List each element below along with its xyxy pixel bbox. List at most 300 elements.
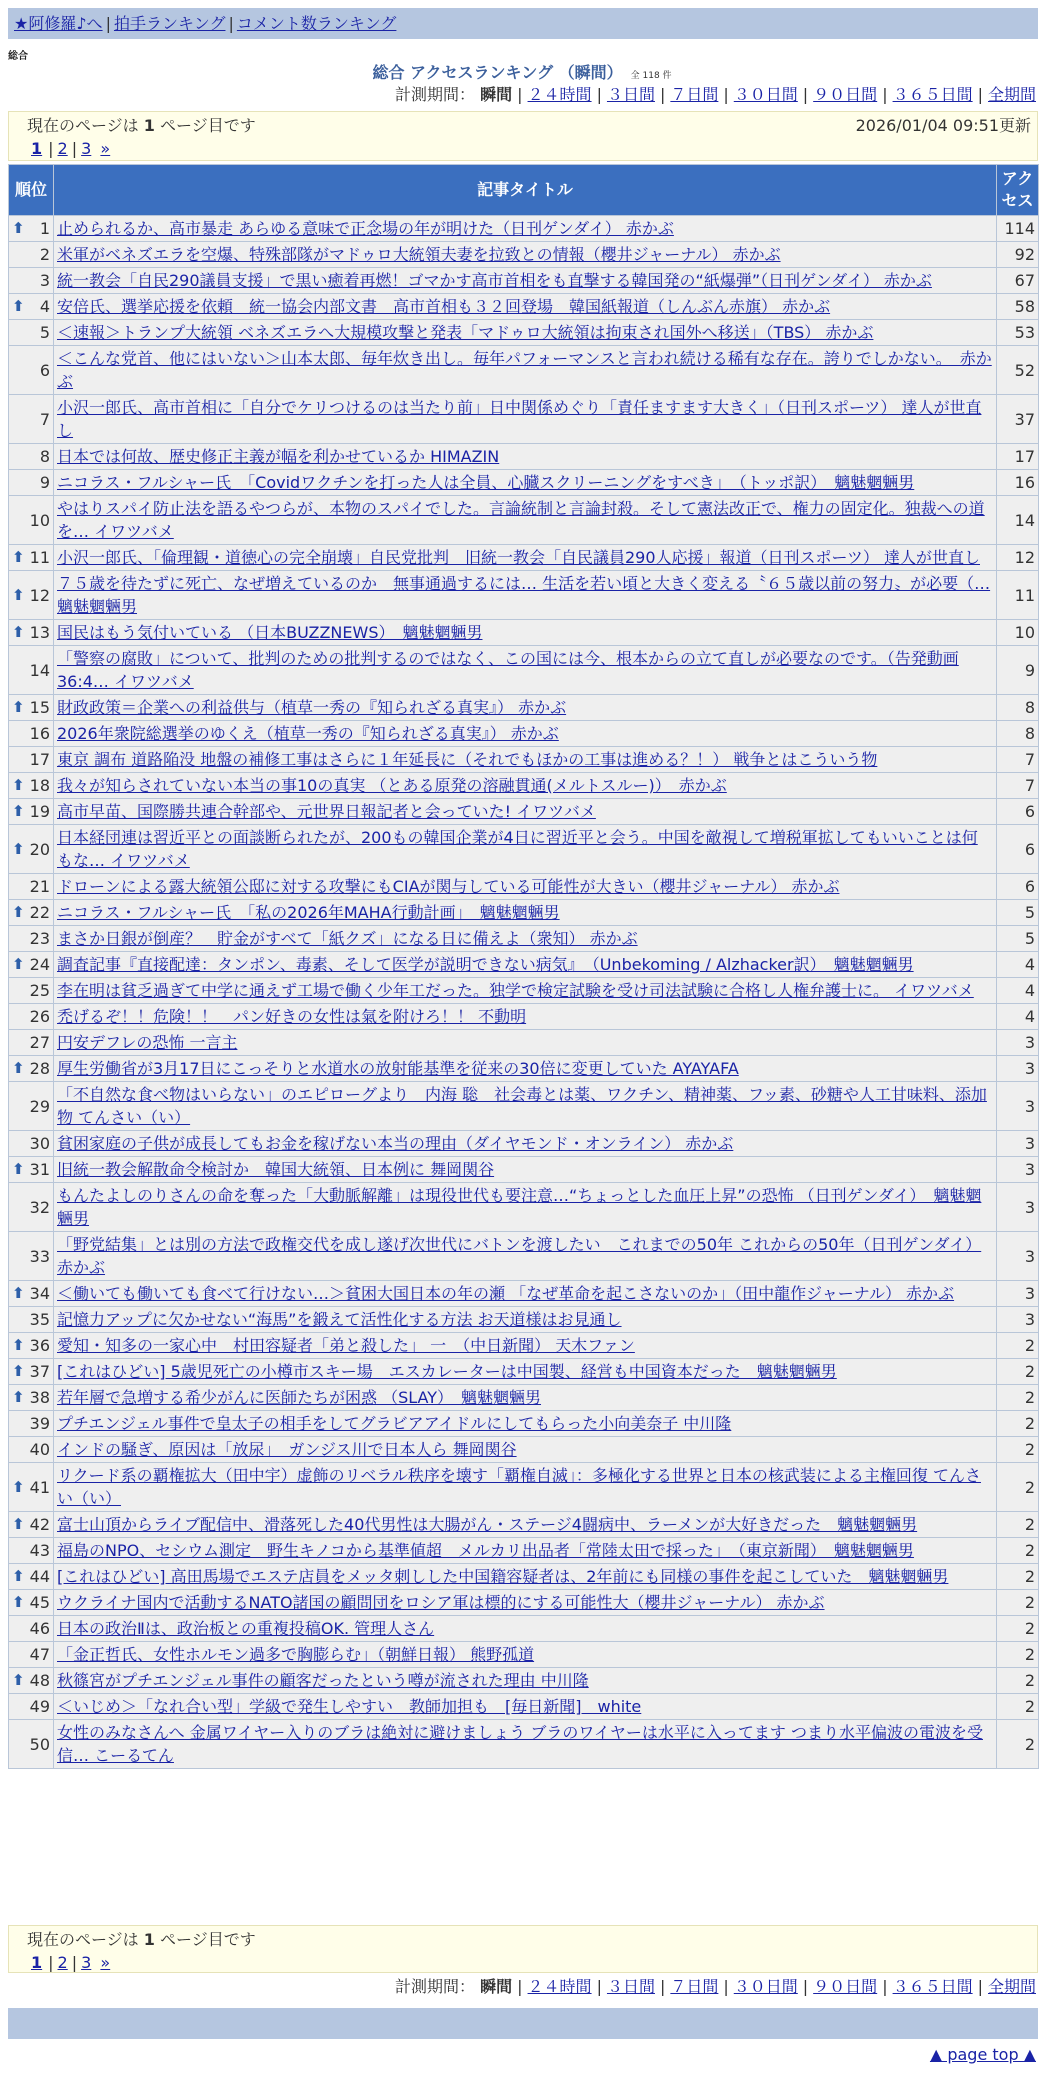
title-cell xyxy=(54,1512,997,1538)
table-row xyxy=(9,1056,1039,1082)
period-link-90d[interactable]: ９０日間 xyxy=(813,1977,878,1996)
rank-number: 48 xyxy=(29,1671,50,1690)
table-row xyxy=(9,721,1039,747)
access-count: 92 xyxy=(997,242,1039,268)
article-link[interactable]: ニコラス・フルシャー氏 「私の2026年MAHA行動計画」 魑魅魍魎男 xyxy=(57,903,560,922)
article-link[interactable]: ドローンによる露大統領公邸に対する攻撃にもCIAが関与している可能性が大きい（櫻井ジャーナル） 赤かぶ xyxy=(57,877,840,896)
rank-number: 41 xyxy=(29,1477,50,1497)
table-row xyxy=(9,1004,1039,1030)
article-link[interactable]: 富士山頂からライブ配信中、滑落死した40代男性は大腸がん・ステージ4闘病中、ラーメンが大好きだった 魑魅魍魎男 xyxy=(57,1515,918,1534)
article-link[interactable]: 日本経団連は習近平との面談断られたが、200もの韓国企業が4日に習近平と会う。中国を敵視して増税軍拡してもいいことは何もな… イワツバメ xyxy=(57,828,978,870)
rank-up-arrow-icon: ⬆ xyxy=(12,903,25,921)
article-link[interactable]: 米軍がベネズエラを空爆、特殊部隊がマドゥロ大統領夫妻を拉致との情報（櫻井ジャーナル） 赤かぶ xyxy=(57,245,781,264)
title-cell xyxy=(54,646,997,695)
title-cell xyxy=(54,1333,997,1359)
access-count: 67 xyxy=(997,268,1039,294)
rank-up-arrow-icon: ⬆ xyxy=(12,1362,25,1380)
pagination-bottom: 1 | 2 | 3 » xyxy=(31,1953,111,1972)
access-count: 2 xyxy=(997,1437,1039,1463)
rank-cell xyxy=(9,346,54,395)
title-cell xyxy=(54,1082,997,1131)
article-link[interactable]: 秋篠宮がプチエンジェル事件の顧客だったという噂が流された理由 中川隆 xyxy=(57,1671,589,1690)
page-link-next[interactable]: » xyxy=(100,1953,111,1972)
header-title: 記事タイトル xyxy=(54,165,997,216)
access-count: 7 xyxy=(997,747,1039,773)
article-link[interactable]: 禿げるぞ！！危険！！ パン好きの女性は氣を附けろ！！ 不動明 xyxy=(57,1007,527,1026)
article-link[interactable]: 旧統一教会解散命令検討か 韓国大統領、日本例に 舞岡関谷 xyxy=(57,1160,495,1179)
period-current: 瞬間 xyxy=(480,1977,513,1996)
rank-number: 18 xyxy=(29,776,50,795)
rank-number: 9 xyxy=(39,473,50,492)
rank-number: 23 xyxy=(29,929,50,948)
access-count: 8 xyxy=(997,695,1039,721)
access-count: 2 xyxy=(997,1512,1039,1538)
rank-number: 30 xyxy=(29,1134,50,1153)
rank-number: 37 xyxy=(29,1362,50,1381)
rank-up-arrow-icon: ⬆ xyxy=(12,623,25,641)
rank-up-arrow-icon: ⬆ xyxy=(12,955,25,973)
access-count: 11 xyxy=(997,571,1039,620)
rank-cell xyxy=(9,1437,54,1463)
access-count: 7 xyxy=(997,773,1039,799)
rank-number: 6 xyxy=(39,360,50,380)
article-link[interactable]: 統一教会「自民290議員支援」で黒い癒着再燃！ゴマかす高市首相をも直撃する韓国発の“紙爆弾”（日刊ゲンダイ） 赤かぶ xyxy=(57,271,932,290)
access-count: 3 xyxy=(997,1082,1039,1131)
article-link[interactable]: 厚生労働省が3月17日にこっそりと水道水の放射能基準を従来の30倍に変更していた AYAYAFA xyxy=(57,1059,739,1078)
table-row xyxy=(9,1359,1039,1385)
article-link[interactable]: 我々が知らされていない本当の事10の真実 （とある原発の溶融貫通(メルトスルー)） 赤かぶ xyxy=(57,776,727,795)
period-label: 計測期間： xyxy=(395,1977,476,1996)
access-count: 37 xyxy=(997,395,1039,444)
rank-up-arrow-icon: ⬆ xyxy=(12,698,25,716)
rank-number: 10 xyxy=(29,510,50,530)
title-cell xyxy=(54,1183,997,1232)
access-count: 3 xyxy=(997,1157,1039,1183)
table-row xyxy=(9,1030,1039,1056)
rank-up-arrow-icon: ⬆ xyxy=(12,1388,25,1406)
article-link[interactable]: 李在明は貧乏過ぎて中学に通えず工場で働く少年工だった。独学で検定試験を受け司法試験に合格し人権弁護士に。 イワツバメ xyxy=(57,981,974,1000)
rank-cell xyxy=(9,900,54,926)
article-link[interactable]: プチエンジェル事件で皇太子の相手をしてグラビアアイドルにしてもらった小向美奈子 中川隆 xyxy=(57,1414,732,1433)
article-link[interactable]: [これはひどい] 5歳児死亡の小樽市スキー場 エスカレーターは中国製、経営も中国資本だった 魑魅魍魎男 xyxy=(57,1362,837,1381)
top-nav-bar: ★阿修羅♪へ | 拍手ランキング | コメント数ランキング xyxy=(8,8,1038,39)
access-count: 10 xyxy=(997,620,1039,646)
rank-number: 49 xyxy=(29,1697,50,1716)
page-link-3[interactable]: 3 xyxy=(81,139,92,158)
period-link-24h[interactable]: ２４時間 xyxy=(527,1977,592,1996)
page-link-3[interactable]: 3 xyxy=(81,1953,92,1972)
rank-cell xyxy=(9,1183,54,1232)
ranking-title: 総合 アクセスランキング （瞬間） xyxy=(372,63,623,82)
title-cell xyxy=(54,1437,997,1463)
page-link-2[interactable]: 2 xyxy=(57,1953,68,1972)
article-link[interactable]: 若年層で急増する希少がんに医師たちが困惑 （SLAY） 魑魅魍魎男 xyxy=(57,1388,542,1407)
title-cell xyxy=(54,346,997,395)
rank-number: 47 xyxy=(29,1645,50,1664)
rank-up-arrow-icon: ⬆ xyxy=(12,297,25,315)
rank-cell xyxy=(9,1232,54,1281)
rank-up-arrow-icon: ⬆ xyxy=(12,1593,25,1611)
access-count: 14 xyxy=(997,496,1039,545)
rank-number: 42 xyxy=(29,1515,50,1534)
table-row xyxy=(9,1512,1039,1538)
page-link-1[interactable]: 1 xyxy=(31,1953,43,1972)
rank-number: 5 xyxy=(39,323,50,342)
rank-cell xyxy=(9,1538,54,1564)
period-link-all[interactable]: 全期間 xyxy=(987,85,1036,104)
title-cell xyxy=(54,1642,997,1668)
rank-number: 15 xyxy=(29,698,50,717)
rank-cell xyxy=(9,1463,54,1512)
table-row xyxy=(9,1082,1039,1131)
article-link[interactable]: 小沢一郎氏、「倫理観・道徳心の完全崩壊」自民党批判 旧統一教会「自民議員290人応援」報道（日刊スポーツ） 達人が世直し xyxy=(57,548,980,567)
access-count: 6 xyxy=(997,874,1039,900)
access-count: 2 xyxy=(997,1463,1039,1512)
title-cell xyxy=(54,721,997,747)
ranking-table-body xyxy=(9,216,1039,1769)
period-link-3d[interactable]: ３日間 xyxy=(606,85,655,104)
rank-cell xyxy=(9,571,54,620)
rank-number: 17 xyxy=(29,750,50,769)
article-link[interactable]: インドの騒ぎ、原因は「放尿」 ガンジス川で日本人ら 舞岡関谷 xyxy=(57,1440,517,1459)
rank-cell xyxy=(9,1030,54,1056)
article-link[interactable]: もんたよしのりさんの命を奪った「大動脈解離」は現役世代も要注意…“ちょっとした血圧上昇”の恐怖 （日刊ゲンダイ） 魑魅魍魎男 xyxy=(57,1186,982,1228)
table-row xyxy=(9,926,1039,952)
title-cell xyxy=(54,1538,997,1564)
article-link[interactable]: ７５歳を待たずに死亡、なぜ増えているのか 無事通過するには… 生活を若い頃と大きく変える〝６５歳以前の努力〟が必要（… 魑魅魍魎男 xyxy=(57,574,991,616)
rank-number: 3 xyxy=(39,271,50,290)
rank-number: 1 xyxy=(39,219,50,238)
table-row xyxy=(9,470,1039,496)
table-row xyxy=(9,1232,1039,1281)
rank-up-arrow-icon: ⬆ xyxy=(12,219,25,237)
rank-cell xyxy=(9,1333,54,1359)
rank-number: 8 xyxy=(39,447,50,466)
period-link-24h[interactable]: ２４時間 xyxy=(527,85,592,104)
rank-cell xyxy=(9,470,54,496)
rank-number: 26 xyxy=(29,1007,50,1026)
section-label: 総合 xyxy=(8,51,28,62)
title-cell xyxy=(54,1307,997,1333)
table-row xyxy=(9,1157,1039,1183)
rank-up-arrow-icon: ⬆ xyxy=(12,1477,25,1496)
article-link[interactable]: ＜速報＞トランプ大統領 ベネズエラへ大規模攻撃と発表「マドゥロ大統領は拘束され国外へ移送」（TBS） 赤かぶ xyxy=(57,323,874,342)
rank-number: 14 xyxy=(29,660,50,680)
article-link[interactable]: 「金正哲氏、女性ホルモン過多で胸膨らむ」（朝鮮日報） 熊野孤道 xyxy=(57,1645,535,1664)
table-row xyxy=(9,1642,1039,1668)
access-count: 8 xyxy=(997,721,1039,747)
period-selector-top: 計測期間： 瞬間 | ２４時間 | ３日間 | ７日間 | ３０日間 | ９０日間 | ３６５日間 | 全期間 xyxy=(395,85,1036,104)
rank-cell xyxy=(9,395,54,444)
nav-link-clap-ranking[interactable]: 拍手ランキング xyxy=(113,14,226,33)
page-top-link[interactable]: ▲ page top ▲ xyxy=(929,2045,1036,2064)
article-link[interactable]: 円安デフレの恐怖 一言主 xyxy=(57,1033,238,1052)
access-count: 6 xyxy=(997,799,1039,825)
article-link[interactable]: ＜いじめ＞「なれ合い型」学級で発生しやすい 教師加担も [毎日新聞] white xyxy=(57,1697,642,1716)
header-rank: 順位 xyxy=(9,165,54,216)
table-row xyxy=(9,874,1039,900)
rank-cell xyxy=(9,1307,54,1333)
article-link[interactable]: 女性のみなさんへ 金属ワイヤー入りのブラは絶対に避けましょう ブラのワイヤーは水平に入ってます つまり水平偏波の電波を受信… こーるてん xyxy=(57,1723,983,1765)
rank-up-arrow-icon: ⬆ xyxy=(12,1336,25,1354)
access-count: 2 xyxy=(997,1668,1039,1694)
article-link[interactable]: 財政政策＝企業への利益供与（植草一秀の『知られざる真実』） 赤かぶ xyxy=(57,698,567,717)
page-info-suffix: ページ目です xyxy=(160,1930,256,1949)
article-link[interactable]: [これはひどい] 高田馬場でエステ店員をメッタ刺しした中国籍容疑者は、2年前にも同様の事件を起こしていた 魑魅魍魎男 xyxy=(57,1567,949,1586)
table-row xyxy=(9,1668,1039,1694)
table-row xyxy=(9,216,1039,242)
table-row xyxy=(9,773,1039,799)
rank-number: 36 xyxy=(29,1336,50,1355)
title-cell xyxy=(54,571,997,620)
rank-cell xyxy=(9,1359,54,1385)
period-link-90d[interactable]: ９０日間 xyxy=(813,85,878,104)
rank-number: 2 xyxy=(39,245,50,264)
title-cell xyxy=(54,1056,997,1082)
page-info-number: 1 xyxy=(143,1930,155,1949)
access-count: 5 xyxy=(997,926,1039,952)
pagination: 1 | 2 | 3 » xyxy=(31,139,111,158)
access-count: 2 xyxy=(997,1590,1039,1616)
article-link[interactable]: 国民はもう気付いている （日本BUZZNEWS） 魑魅魍魎男 xyxy=(57,623,483,642)
table-row xyxy=(9,1590,1039,1616)
rank-up-arrow-icon: ⬆ xyxy=(12,1059,25,1077)
table-row xyxy=(9,1538,1039,1564)
rank-number: 38 xyxy=(29,1388,50,1407)
title-cell xyxy=(54,799,997,825)
rank-number: 35 xyxy=(29,1310,50,1329)
rank-cell xyxy=(9,978,54,1004)
article-link[interactable]: 高市早苗、国際勝共連合幹部や、元世界日報記者と会っていた! イワツバメ xyxy=(57,802,596,821)
title-cell xyxy=(54,470,997,496)
nav-link-comment-ranking[interactable]: コメント数ランキング xyxy=(236,14,397,33)
table-row xyxy=(9,320,1039,346)
title-cell xyxy=(54,1131,997,1157)
table-row xyxy=(9,1385,1039,1411)
title-cell xyxy=(54,1616,997,1642)
period-link-30d[interactable]: ３０日間 xyxy=(733,85,798,104)
title-cell xyxy=(54,825,997,874)
article-link[interactable]: 「野党結集」とは別の方法で政権交代を成し遂げ次世代にバトンを渡したい これまでの50年 これからの50年（日刊ゲンダイ） 赤かぶ xyxy=(57,1235,982,1277)
table-row xyxy=(9,545,1039,571)
access-count: 114 xyxy=(997,216,1039,242)
title-cell xyxy=(54,1411,997,1437)
page-link-next[interactable]: » xyxy=(100,139,111,158)
rank-number: 39 xyxy=(29,1414,50,1433)
ranking-table xyxy=(8,164,1039,1769)
title-cell xyxy=(54,620,997,646)
page-link-2[interactable]: 2 xyxy=(57,139,68,158)
title-cell xyxy=(54,1004,997,1030)
rank-number: 46 xyxy=(29,1619,50,1638)
period-link-7d[interactable]: ７日間 xyxy=(670,1977,719,1996)
title-cell xyxy=(54,1359,997,1385)
title-cell xyxy=(54,320,997,346)
rank-cell xyxy=(9,952,54,978)
rank-up-arrow-icon: ⬆ xyxy=(12,1567,25,1585)
period-link-7d[interactable]: ７日間 xyxy=(670,85,719,104)
period-link-365d[interactable]: ３６５日間 xyxy=(892,85,973,104)
rank-number: 13 xyxy=(29,623,50,642)
title-cell xyxy=(54,1720,997,1769)
article-link[interactable]: 日本では何故、歴史修正主義が幅を利かせているか HIMAZIN xyxy=(57,447,500,466)
article-link[interactable]: 貧困家庭の子供が成長してもお金を稼げない本当の理由（ダイヤモンド・オンライン） 赤かぶ xyxy=(57,1134,734,1153)
table-row xyxy=(9,1694,1039,1720)
rank-cell xyxy=(9,216,54,242)
rank-cell xyxy=(9,1694,54,1720)
table-row xyxy=(9,1281,1039,1307)
updated-time: 2026/01/04 09:51更新 xyxy=(855,116,1031,135)
article-link[interactable]: 小沢一郎氏、高市首相に「自分でケリつけるのは当たり前」日中関係めぐり「責任ますます大きく」（日刊スポーツ） 達人が世直し xyxy=(57,398,982,440)
title-cell xyxy=(54,926,997,952)
table-row xyxy=(9,444,1039,470)
period-current: 瞬間 xyxy=(480,85,513,104)
rank-up-arrow-icon: ⬆ xyxy=(12,839,25,858)
page-info-prefix: 現在のページは xyxy=(27,116,139,135)
table-row xyxy=(9,1616,1039,1642)
table-row xyxy=(9,268,1039,294)
article-link[interactable]: 「警察の腐敗」について、批判のための批判するのではなく、この国には今、根本からの立て直しが必要なのです。（告発動画 36:4… イワツバメ xyxy=(57,649,959,691)
rank-up-arrow-icon: ⬆ xyxy=(12,1515,25,1533)
period-link-all[interactable]: 全期間 xyxy=(987,1977,1036,1996)
article-link[interactable]: ウクライナ国内で活動するNATO諸国の顧問団をロシア軍は標的にする可能性大（櫻井ジャーナル） 赤かぶ xyxy=(57,1593,825,1612)
rank-cell xyxy=(9,1720,54,1769)
rank-cell xyxy=(9,320,54,346)
title-cell xyxy=(54,773,997,799)
access-count: 4 xyxy=(997,1004,1039,1030)
rank-up-arrow-icon: ⬆ xyxy=(12,1160,25,1178)
title-cell xyxy=(54,545,997,571)
table-row xyxy=(9,242,1039,268)
table-row xyxy=(9,294,1039,320)
title-cell xyxy=(54,1281,997,1307)
table-row xyxy=(9,496,1039,545)
table-row xyxy=(9,978,1039,1004)
rank-cell xyxy=(9,825,54,874)
page-info-bottom xyxy=(8,1925,1038,1973)
rank-number: 22 xyxy=(29,903,50,922)
table-row xyxy=(9,620,1039,646)
rank-up-arrow-icon: ⬆ xyxy=(12,585,25,604)
table-row xyxy=(9,1307,1039,1333)
table-row xyxy=(9,1564,1039,1590)
access-count: 6 xyxy=(997,825,1039,874)
rank-cell xyxy=(9,695,54,721)
title-cell xyxy=(54,695,997,721)
article-link[interactable]: 記憶力アップに欠かせない“海馬”を鍛えて活性化する方法 お天道様はお見通し xyxy=(57,1310,622,1329)
rank-number: 34 xyxy=(29,1284,50,1303)
title-cell xyxy=(54,874,997,900)
rank-cell xyxy=(9,545,54,571)
period-link-365d[interactable]: ３６５日間 xyxy=(892,1977,973,1996)
access-count: 3 xyxy=(997,1131,1039,1157)
access-count: 53 xyxy=(997,320,1039,346)
article-link[interactable]: 「不自然な食べ物はいらない」のエピローグより 内海 聡 社会毒とは薬、ワクチン、精神薬、フッ素、砂糖や人工甘味料、添加物 てんさい（い） xyxy=(57,1085,987,1127)
page-info-top xyxy=(8,111,1038,161)
article-link[interactable]: まさか日銀が倒産？ 貯金がすべて「紙クズ」になる日に備えよ（衆知） 赤かぶ xyxy=(57,929,638,948)
table-row xyxy=(9,1411,1039,1437)
access-count: 4 xyxy=(997,952,1039,978)
article-link[interactable]: 安倍氏、選挙応援を依頼 統一協会内部文書 高市首相も３２回登場 韓国紙報道（しんぶん赤旗） 赤かぶ xyxy=(57,297,831,316)
period-link-30d[interactable]: ３０日間 xyxy=(733,1977,798,1996)
article-link[interactable]: 東京 調布 道路陥没 地盤の補修工事はさらに１年延長に（それでもほかの工事は進める？！） 戦争とはこういう物 xyxy=(57,750,878,769)
title-cell xyxy=(54,1157,997,1183)
rank-cell xyxy=(9,294,54,320)
rank-cell xyxy=(9,1668,54,1694)
rank-number: 19 xyxy=(29,802,50,821)
title-cell xyxy=(54,1590,997,1616)
article-link[interactable]: 止められるか、高市暴走 あらゆる意味で正念場の年が明けた（日刊ゲンダイ） 赤かぶ xyxy=(57,219,674,238)
rank-cell xyxy=(9,874,54,900)
table-row xyxy=(9,1437,1039,1463)
table-row xyxy=(9,1463,1039,1512)
rank-cell xyxy=(9,1616,54,1642)
period-link-3d[interactable]: ３日間 xyxy=(606,1977,655,1996)
article-link[interactable]: やはりスパイ防止法を語るやつらが、本物のスパイでした。言論統制と言論封殺。そして憲法改正で、権力の固定化。独裁への道を… イワツバメ xyxy=(57,499,985,541)
access-count: 2 xyxy=(997,1694,1039,1720)
article-link[interactable]: 愛知・知多の一家心中 村田容疑者「弟と殺した」 一 （中日新聞） 天木ファン xyxy=(57,1336,635,1355)
title-cell xyxy=(54,395,997,444)
article-link[interactable]: ＜こんな党首、他にはいない＞山本太郎、毎年炊き出し。毎年パフォーマンスと言われ続ける稀有な存在。誇りでしかない。 赤かぶ xyxy=(57,349,992,391)
rank-up-arrow-icon: ⬆ xyxy=(12,1671,25,1689)
article-link[interactable]: 調査記事『直接配達：タンポン、毒素、そして医学が説明できない病気』 （Unbekoming / Alzhacker訳） 魑魅魍魎男 xyxy=(57,955,914,974)
rank-cell xyxy=(9,1281,54,1307)
article-link[interactable]: ＜働いても働いても食べて行けない…＞貧困大国日本の年の瀬 「なぜ革命を起こさないのか」（田中龍作ジャーナル） 赤かぶ xyxy=(57,1284,955,1303)
article-link[interactable]: 福島のNPO、セシウム測定 野生キノコから基準値超 メルカリ出品者「常陸太田で採った」 （東京新聞） 魑魅魍魎男 xyxy=(57,1541,914,1560)
table-row xyxy=(9,646,1039,695)
rank-cell xyxy=(9,1411,54,1437)
access-count: 17 xyxy=(997,444,1039,470)
title-cell xyxy=(54,444,997,470)
rank-cell xyxy=(9,444,54,470)
rank-cell xyxy=(9,268,54,294)
rank-number: 7 xyxy=(39,409,50,429)
rank-cell xyxy=(9,1004,54,1030)
access-count: 2 xyxy=(997,1564,1039,1590)
article-link[interactable]: 2026年衆院総選挙のゆくえ（植草一秀の『知られざる真実』） 赤かぶ xyxy=(57,724,559,743)
article-link[interactable]: 日本の政治Ⅱは、政治板との重複投稿OK. 管理人さん xyxy=(57,1619,435,1638)
access-count: 12 xyxy=(997,545,1039,571)
rank-number: 24 xyxy=(29,955,50,974)
access-count: 5 xyxy=(997,900,1039,926)
period-selector-bottom: 計測期間： 瞬間 | ２４時間 | ３日間 | ７日間 | ３０日間 | ９０日間 | ３６５日間 | 全期間 xyxy=(395,1977,1036,1996)
title-cell xyxy=(54,242,997,268)
rank-cell xyxy=(9,242,54,268)
table-row xyxy=(9,346,1039,395)
access-count: 2 xyxy=(997,1538,1039,1564)
nav-link-home[interactable]: ★阿修羅♪へ xyxy=(14,14,103,33)
rank-cell xyxy=(9,926,54,952)
article-link[interactable]: ニコラス・フルシャー氏 「Covidワクチンを打った人は全員、心臓スクリーニングをすべき」 （トッポ訳） 魑魅魍魎男 xyxy=(57,473,915,492)
table-row xyxy=(9,571,1039,620)
title-cell xyxy=(54,952,997,978)
rank-cell xyxy=(9,1056,54,1082)
rank-cell xyxy=(9,1082,54,1131)
rank-number: 21 xyxy=(29,877,50,896)
page-link-1[interactable]: 1 xyxy=(31,139,43,158)
table-row xyxy=(9,1333,1039,1359)
rank-number: 31 xyxy=(29,1160,50,1179)
title-cell xyxy=(54,900,997,926)
access-count: 2 xyxy=(997,1642,1039,1668)
title-cell xyxy=(54,268,997,294)
title-cell xyxy=(54,978,997,1004)
access-count: 9 xyxy=(997,646,1039,695)
rank-number: 50 xyxy=(29,1734,50,1754)
article-link[interactable]: リクード系の覇権拡大（田中宇）虚飾のリベラル秩序を壊す「覇権自滅」：多極化する世界と日本の核武装による主権回復 てんさい（い） xyxy=(57,1466,981,1508)
rank-number: 25 xyxy=(29,981,50,1000)
table-row xyxy=(9,799,1039,825)
